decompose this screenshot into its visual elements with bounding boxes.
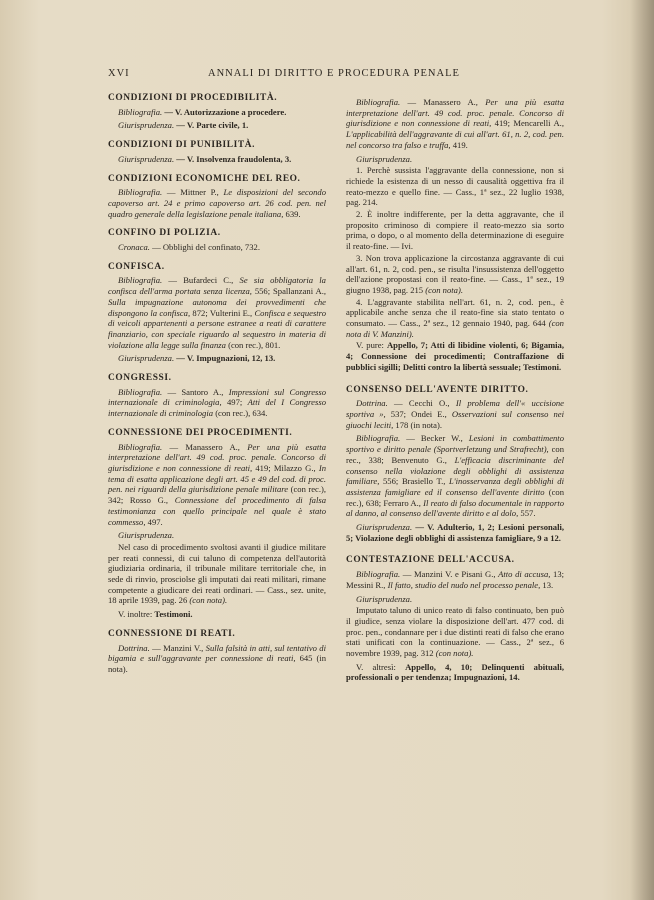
jurisprudence-line: Giurisprudenza. — V. Parte civile, 1.	[118, 120, 249, 131]
see-also-line: V. pure: Appello, 7; Atti di libidine violenti, 6; Bigamia, 4; Connessione dei procedimenti; Contraffazione di pubblici sigilli; Delitti contro la libertà sessuale; Testimoni.	[346, 340, 565, 372]
entry-heading: CONDIZIONI DI PUNIBILITÀ.	[108, 140, 256, 151]
entry-contestazione	[346, 555, 564, 683]
jurisprudence-item-4: 4. L'aggravante stabilita nell'art. 61, n. 2, cod. pen., è applicabile anche senza che il reato-fine sia stato tentato o consumato. — Cass., 2ª sez., 12 gennaio 1940, pag. 644 (con nota di V. Manzini).	[346, 296, 564, 339]
entry-confisca	[108, 262, 326, 364]
bibliography-line: Bibliografia. — Manzini V. e Pisani G., Atto di accusa, 13; Messini R., Il fatto, studio del nudo nel processo penale, 13.	[346, 569, 564, 590]
entry-condizioni-economiche	[108, 174, 326, 220]
see-also-line: V. altresì: Appello, 4, 10; Delinquenti abituali, professionali o per tendenza; Impugnazioni, 14.	[346, 661, 564, 683]
entry-heading: CONTESTAZIONE DELL'ACCUSA.	[346, 555, 515, 566]
entry-consenso	[346, 385, 564, 544]
doctrine-line: Dottrina. — Cecchi O., Il problema dell'« uccisione sportiva », 537; Ondei E., Osservazioni sul consenso nei giuochi leciti, 178 (in nota).	[346, 398, 564, 430]
bibliography-line: Bibliografia. — Becker W., Lesioni in combattimento sportivo e diritto penale (Sportverletzung und Strafrecht), con rec., 338; Benvenuto G., L'efficacia discriminante del consenso nella violazione degli obblighi di assistenza familiare, 556; Brasiello T., L'inosservanza degli obblighi di assistenza famigliare ed il consenso dell'avente diritto (con rec.), 638; Ferraro A., Il reato di falso documentale in rapporto al danno, al consenso dell'avente diritto e al dolo, 557.	[346, 433, 565, 519]
jurisprudence-item-3: 3. Non trova applicazione la circostanza aggravante di cui all'art. 61, n. 2, cod. pen., se risulta l'insussistenza dell'oggetto dell'azione propostasi con il reato-fine. — Cass., 1ª sez., 19 giugno 1938, pag. 215 (con nota).	[346, 252, 564, 295]
entry-connessione-procedimenti	[108, 428, 326, 620]
entry-connessione-reati-cont	[346, 97, 564, 373]
jurisprudence-line: Giurisprudenza. — V. Adulterio, 1, 2; Lesioni personali, 5; Violazione degli obblighi di assistenza famigliare, 9 a 12.	[346, 522, 564, 543]
page-folio: XVI	[108, 68, 130, 79]
jurisprudence-line: Giurisprudenza. — V. Impugnazioni, 12, 13.	[118, 353, 276, 364]
see-also-line: V. inoltre: Testimoni.	[118, 609, 193, 620]
jurisprudence-text: Imputato taluno di unico reato di falso continuato, ben può il giudice, senza violare la disposizione dell'art. 477 cod. di proc. pen., condannare per i due distinti reati di falso che erano stati unificati con la continuazione. — Cass., 2ª sez., 6 novembre 1939, pag. 312 (con nota).	[346, 605, 564, 659]
bibliography-line: Bibliografia. — Mittner P., Le disposizioni del secondo capoverso art. 24 e primo capoverso art. 26 cod. pen. nel quadro generale della legislazione penale italiana, 639.	[108, 187, 326, 219]
jurisprudence-label: Giurisprudenza.	[356, 593, 413, 604]
doctrine-line: Dottrina. — Manzini V., Sulla falsità in atti, sul tentativo di bigamia e sull'aggravante per connessione di reati, 645 (in nota).	[108, 642, 326, 674]
jurisprudence-item-2: 2. È inoltre indifferente, per la detta aggravante, che il proposito criminoso di compiere il reato-mezzo sia sorto prima, o dopo, o al momento della determinazione di eseguire il reato-fine. — Ivi.	[346, 209, 564, 252]
entry-heading: CONSENSO DELL'AVENTE DIRITTO.	[346, 384, 529, 395]
entry-congressi	[108, 373, 326, 419]
entry-heading: CONGRESSI.	[108, 373, 172, 384]
running-title: ANNALI DI DIRITTO E PROCEDURA PENALE	[208, 68, 460, 79]
entry-confino	[108, 228, 326, 252]
entry-heading: CONFISCA.	[108, 261, 165, 272]
jurisprudence-line: Giurisprudenza. — V. Insolvenza fraudolenta, 3.	[118, 153, 292, 164]
bibliography-line: Bibliografia. — Santoro A., Impressioni sul Congresso internazionale di criminologia, 497; Atti del I Congresso internazionale di criminologia (con rec.), 634.	[108, 386, 327, 419]
chronicle-line: Cronaca. — Obblighi del confinato, 732.	[118, 242, 260, 253]
bibliography-line: Bibliografia. — Bufardeci C., Se sia obbligatoria la confisca dell'arma portata senza licenza, 556; Spallanzani A., Sulla impugnazione autonoma dei provvedimenti che dispongono la confisca, 872; Vulterini E., Confisca e sequestro di veicoli appartenenti a persone estranee a reati di carattere finanziario, con speciale riguardo al sequestro in materia di violazione alla legge sulla finanza (con rec.), 801.	[108, 275, 326, 350]
entry-connessione-reati	[108, 629, 326, 675]
entry-condizioni-punibilita	[108, 140, 326, 164]
jurisprudence-label: Giurisprudenza.	[356, 153, 413, 164]
left-column	[108, 93, 326, 684]
jurisprudence-item-1: 1. Perchè sussista l'aggravante della connessione, non si richiede la esistenza di un nesso di causalità oggettiva fra il reato-mezzo e quello fine. — Cass., 1ª sez., 22 luglio 1938, pag. 214.	[346, 165, 564, 208]
right-column	[346, 97, 564, 692]
page-edge-shadow	[630, 0, 654, 900]
bibliography-line: Bibliografia. — Manassero A., Per una più esatta interpretazione dell'art. 49 cod. proc. penale. Concorso di giurisdizione e non connessione di reati, 419; Milazzo G., In tema di esatta applicazione degli art. 45 e 49 del cod. di proc. pen. nei riguardi della giurisdizione penale militare (con rec.), 342; Rosso G., Connessione del procedimento di falsa testimonianza con quello principale nel quale è stato commesso, 497.	[108, 441, 326, 527]
entry-condizioni-procedibilita	[108, 93, 326, 131]
bibliography-line: Bibliografia. — Manassero A., Per una più esatta interpretazione dell'art. 49 cod. proc. penale. Concorso di giurisdizione e non connessione di reati, 419; Mencarelli A., L'applicabilità dell'aggravante di cui all'art. 61, n. 2, cod. pen. nel concorso tra falso e truffa, 419.	[346, 97, 564, 150]
entry-heading: CONDIZIONI ECONOMICHE DEL REO.	[108, 173, 301, 184]
entry-heading: CONNESSIONE DEI PROCEDIMENTI.	[108, 427, 293, 438]
entry-heading: CONFINO DI POLIZIA.	[108, 228, 221, 239]
jurisprudence-label: Giurisprudenza.	[118, 530, 175, 541]
jurisprudence-text: Nel caso di procedimento svoltosi avanti il giudice militare per reati connessi, di cui taluno di competenza dell'autorità giudiziaria ordinaria, il tribunale militare territoriale che, in sede di rinvio, prosciolse gli imputati dai reati militari, rimane competente a giudicare dei reati ordinari. — Cass., sez. unite, 18 aprile 1939, pag. 26 (con nota).	[108, 541, 326, 606]
entry-heading: CONDIZIONI DI PROCEDIBILITÀ.	[108, 93, 278, 103]
entry-heading: CONNESSIONE DI REATI.	[108, 628, 236, 639]
bibliography-line: Bibliografia. — V. Autorizzazione a procedere.	[118, 106, 287, 117]
